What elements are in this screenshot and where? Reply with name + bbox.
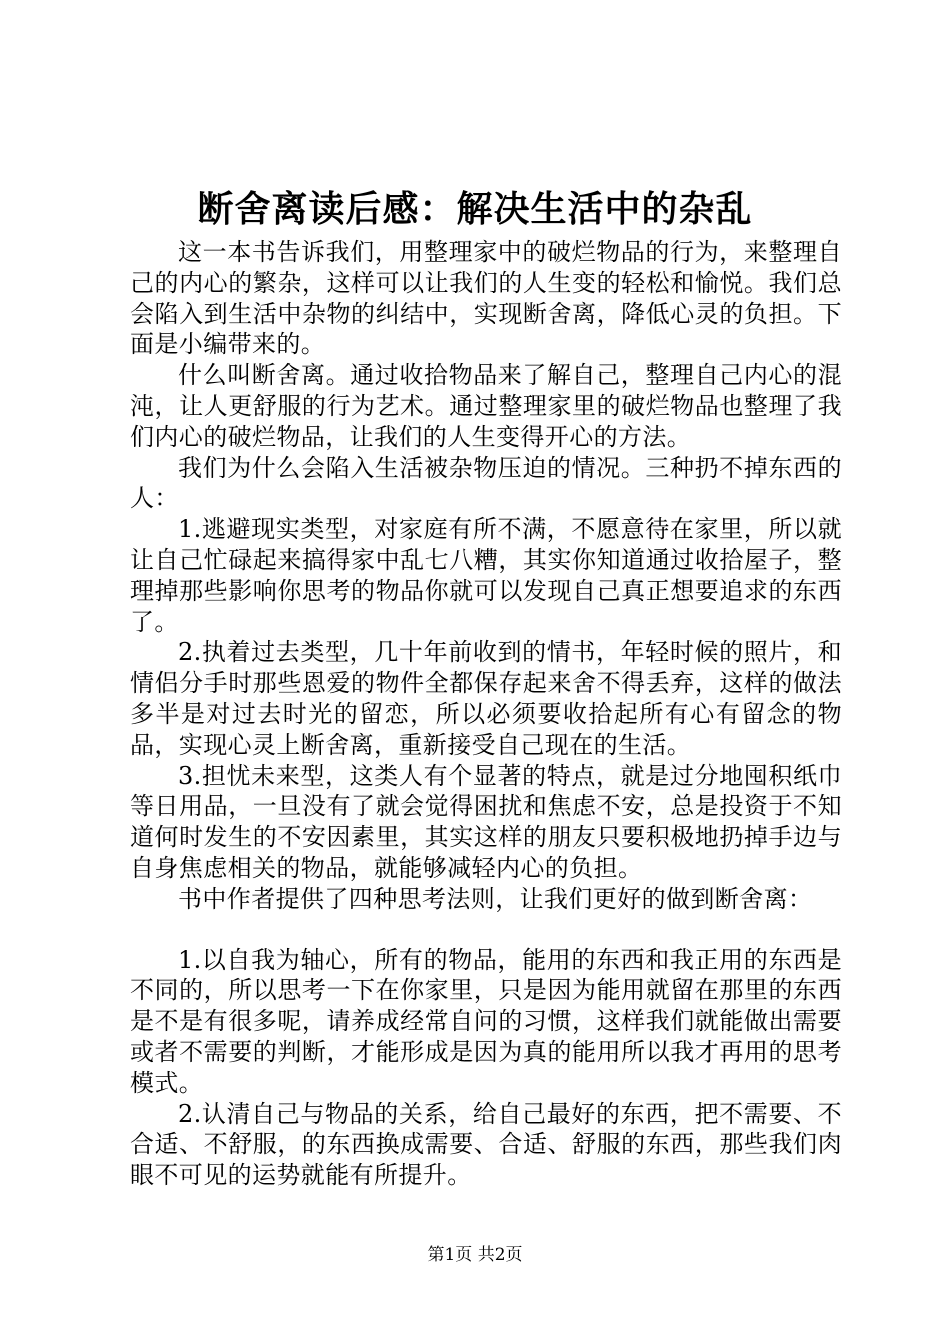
paragraph-definition: 什么叫断舍离。通过收拾物品来了解自己，整理自己内心的混沌，让人更舒服的行为艺术。通过整理家里的破烂物品也整理了我们内心的破烂物品，让我们的人生变得开心的方法。 xyxy=(130,361,842,451)
paragraph-intro: 这一本书告诉我们，用整理家中的破烂物品的行为，来整理自己的内心的繁杂，这样可以让我们的人生变的轻松和愉悦。我们总会陷入到生活中杂物的纠结中，实现断舍离，降低心灵的负担。下面是小编带来的。 xyxy=(130,238,842,359)
page-footer: 第1页 共2页 xyxy=(427,1245,523,1265)
paragraph-rule-2: 2.认清自己与物品的关系，给自己最好的东西，把不需要、不合适、不舒服，的东西换成需要、合适、舒服的东西，那些我们肉眼不可见的运势就能有所提升。 xyxy=(130,1099,842,1190)
paragraph-type-2: 2.执着过去类型，几十年前收到的情书，年轻时候的照片，和情侣分手时那些恩爱的物件全都保存起来舍不得丢弃，这样的做法多半是对过去时光的留恋，所以必须要收拾起所有心有留念的物品，实现心灵上断舍离，重新接受自己现在的生活。 xyxy=(130,638,842,759)
paragraph-type-1: 1.逃避现实类型，对家庭有所不满，不愿意待在家里，所以就让自己忙碌起来搞得家中乱七八糟，其实你知道通过收拾屋子，整理掉那些影响你思考的物品你就可以发现自己真正想要追求的东西了。 xyxy=(130,515,842,636)
paragraph-type-3: 3.担忧未来型，这类人有个显著的特点，就是过分地囤积纸巾等日用品，一旦没有了就会觉得困扰和焦虑不安，总是投资于不知道何时发生的不安因素里，其实这样的朋友只要积极地扔掉手边与自身焦虑相关的物品，就能够减轻内心的负担。 xyxy=(130,761,842,882)
paragraph-rule-1: 1.以自我为轴心，所有的物品，能用的东西和我正用的东西是不同的，所以思考一下在你家里，只是因为能用就留在那里的东西是不是有很多呢，请养成经常自问的习惯，这样我们就能做出需要或者不需要的判断，才能形成是因为真的能用所以我才再用的思考模式。 xyxy=(130,945,842,1097)
document-body xyxy=(130,237,842,1191)
paragraph-three-types: 我们为什么会陷入生活被杂物压迫的情况。三种扔不掉东西的人： xyxy=(130,453,842,513)
document-title: 断舍离读后感：解决生活中的杂乱 xyxy=(197,188,753,230)
paragraph-four-rules: 书中作者提供了四种思考法则，让我们更好的做到断舍离： xyxy=(178,884,813,913)
